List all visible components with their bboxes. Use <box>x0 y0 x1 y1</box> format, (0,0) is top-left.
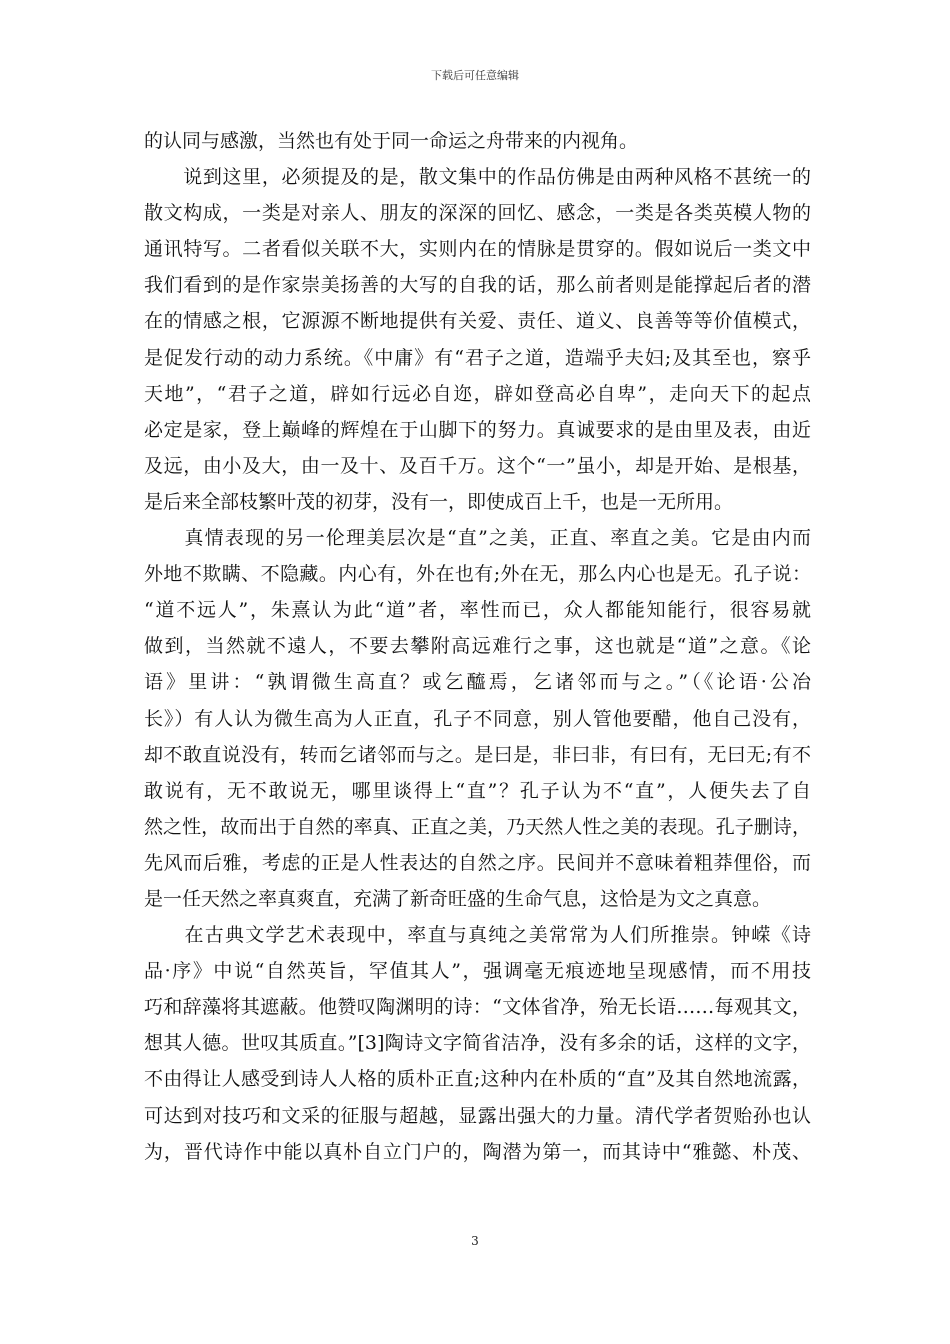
text-line: 天地”，“君子之道，辟如行远必自迩，辟如登高必自卑”，走向天下的起点 <box>144 382 811 405</box>
text-line: 长》）有人认为微生高为人正直，孔子不同意，别人管他要醋，他自己没有， <box>144 707 811 730</box>
text-line: 可达到对技巧和文采的征服与超越，显露出强大的力量。清代学者贺贻孙也认 <box>144 1104 811 1127</box>
text-line: 是促发行动的动力系统。《中庸》有“君子之道，造端乎夫妇;及其至也，察乎 <box>144 346 811 369</box>
page-number: 3 <box>471 1234 479 1248</box>
document-body <box>144 123 811 1170</box>
text-line: 敢说有，无不敢说无，哪里谈得上“直”？孔子认为不“直”，人便失去了自 <box>144 779 811 802</box>
text-line: 巧和辞藻将其遮蔽。他赞叹陶渊明的诗：“文体省净，殆无长语……每观其文， <box>144 996 811 1019</box>
text-line: 为，晋代诗作中能以真朴自立门户的，陶潜为第一，而其诗中“雅懿、朴茂、 <box>144 1140 811 1163</box>
text-line: 品·序》中说“自然英旨，罕值其人”，强调毫无痕迹地呈现感情，而不用技 <box>144 960 811 983</box>
text-line: 说到这里，必须提及的是，散文集中的作品仿佛是由两种风格不甚统一的 <box>144 166 811 189</box>
text-line: 却不敢直说没有，转而乞诸邻而与之。是曰是，非曰非，有曰有，无曰无;有不 <box>144 743 811 766</box>
text-line: 的认同与感激，当然也有处于同一命运之舟带来的内视角。 <box>144 130 639 152</box>
page-header: 下载后可任意编辑 <box>431 69 519 82</box>
text-line: 是一任天然之率真爽直，充满了新奇旺盛的生命气息，这恰是为文之真意。 <box>144 887 772 910</box>
text-line: 语》里讲：“孰谓微生高直？或乞醯焉，乞诸邻而与之。”（《论语·公冶 <box>144 671 811 694</box>
text-line: 想其人德。世叹其质直。”[3]陶诗文字简省洁净，没有多余的话，这样的文字， <box>144 1032 811 1055</box>
text-line: 真情表现的另一伦理美层次是“直”之美，正直、率直之美。它是由内而 <box>144 527 811 550</box>
text-line: 外地不欺瞒、不隐藏。内心有，外在也有;外在无，那么内心也是无。孔子说： <box>144 563 811 586</box>
text-line: 做到，当然就不遠人，不要去攀附高远难行之事，这也就是“道”之意。《论 <box>144 635 811 658</box>
text-line: 不由得让人感受到诗人人格的质朴正直;这种内在朴质的“直”及其自然地流露， <box>144 1068 811 1091</box>
text-line: 散文构成，一类是对亲人、朋友的深深的回忆、感念，一类是各类英模人物的 <box>144 202 811 225</box>
text-line: 在古典文学艺术表现中，率直与真纯之美常常为人们所推崇。钟嵘《诗 <box>144 924 811 947</box>
text-line: 我们看到的是作家崇美扬善的大写的自我的话，那么前者则是能撑起后者的潜 <box>144 274 811 297</box>
text-line: “道不远人”，朱熹认为此“道”者，率性而已，众人都能知能行，很容易就 <box>144 599 811 622</box>
text-line: 是后来全部枝繁叶茂的初芽，没有一，即使成百上千，也是一无所用。 <box>144 490 734 513</box>
text-line: 必定是家，登上巅峰的辉煌在于山脚下的努力。真诚要求的是由里及表，由近 <box>144 418 811 441</box>
text-line: 先风而后雅，考虑的正是人性表达的自然之序。民间并不意味着粗莽俚俗，而 <box>144 851 811 874</box>
text-line: 在的情感之根，它源源不断地提供有关爱、责任、道义、良善等等价值模式， <box>144 310 811 333</box>
text-line: 及远，由小及大，由一及十、及百千万。这个“一”虽小，却是开始、是根基， <box>144 454 811 477</box>
text-line: 通讯特写。二者看似关联不大，实则内在的情脉是贯穿的。假如说后一类文中 <box>144 238 811 261</box>
text-line: 然之性，故而出于自然的率真、正直之美，乃天然人性之美的表现。孔子删诗， <box>144 815 811 838</box>
